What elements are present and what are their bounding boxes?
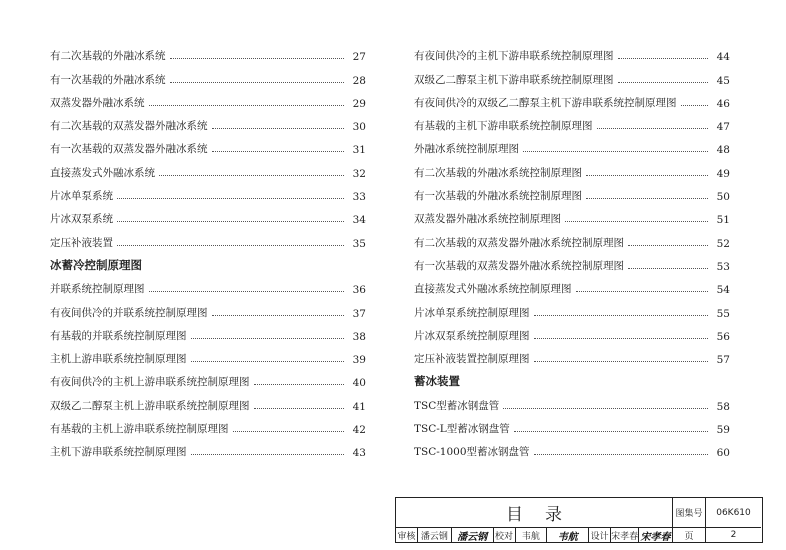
toc-entry-title: 有二次基载的双蒸发器外融冰系统	[50, 120, 208, 133]
toc-entry-page: 43	[352, 447, 366, 460]
toc-entry-page: 55	[716, 307, 730, 320]
toc-entry-title: 定压补液装置	[50, 236, 113, 249]
toc-entry	[50, 320, 366, 343]
toc-leader-dots	[534, 361, 709, 362]
toc-entry-title: 有二次基载的双蒸发器外融冰系统控制原理图	[414, 236, 624, 249]
toc-leader-dots	[191, 454, 345, 455]
toc-entry-page: 44	[716, 51, 730, 64]
toc-leader-dots	[212, 128, 345, 129]
toc-entry	[50, 296, 366, 319]
toc-entry	[50, 156, 366, 179]
toc-entry	[50, 436, 366, 459]
toc-leader-dots	[534, 338, 709, 339]
toc-leader-dots	[149, 291, 345, 292]
toc-leader-dots	[212, 315, 345, 316]
toc-leader-dots	[233, 431, 345, 432]
toc-entry-page: 56	[716, 330, 730, 343]
design-label: 设计	[589, 528, 611, 542]
toc-entry-title: 有一次基载的双蒸发器外融冰系统控制原理图	[414, 259, 624, 272]
toc-entry-title: 直接蒸发式外融冰系统	[50, 166, 155, 179]
toc-leader-dots	[191, 361, 345, 362]
toc-entry-page: 39	[352, 354, 366, 367]
signature-row	[396, 528, 673, 542]
toc-entry-page: 41	[352, 400, 366, 413]
toc-entry	[50, 413, 366, 436]
toc-leader-dots	[254, 408, 345, 409]
toc-leader-dots	[523, 151, 708, 152]
toc-leader-dots	[586, 175, 708, 176]
toc-entry-page: 45	[716, 74, 730, 87]
toc-entry-title: 定压补液装置控制原理图	[414, 353, 530, 366]
toc-leader-dots	[565, 221, 708, 222]
toc-entry	[414, 180, 730, 203]
toc-entry	[50, 180, 366, 203]
design-signature: 宋孝春	[640, 531, 671, 543]
toc-entry-title: 片冰单泵系统控制原理图	[414, 306, 530, 319]
toc-leader-dots	[597, 128, 709, 129]
toc-section-heading	[50, 250, 366, 273]
toc-entry-title: 蓄冰装置	[414, 374, 460, 389]
toc-entry-page: 34	[352, 214, 366, 227]
toc-entry-title: 有二次基载的外融冰系统控制原理图	[414, 166, 582, 179]
toc-entry-page: 38	[352, 330, 366, 343]
toc-entry	[50, 133, 366, 156]
review-name: 潘云钢	[418, 528, 452, 542]
toc-left-column	[50, 40, 366, 459]
toc-leader-dots	[576, 291, 709, 292]
toc-entry-page: 33	[352, 191, 366, 204]
toc-entry-page: 49	[716, 167, 730, 180]
toc-entry	[50, 226, 366, 249]
toc-entry	[414, 63, 730, 86]
toc-entry	[414, 389, 730, 412]
toc-entry-title: 冰蓄冷控制原理图	[50, 257, 142, 272]
toc-entry	[50, 40, 366, 63]
toc-entry-page: 48	[716, 144, 730, 157]
toc-leader-dots	[534, 315, 709, 316]
toc-leader-dots	[170, 82, 345, 83]
toc-entry-title: 有基载的主机上游串联系统控制原理图	[50, 423, 229, 436]
drawing-title-block	[395, 497, 763, 543]
toc-entry-page: 53	[716, 260, 730, 273]
toc-entry-title: 有一次基载的双蒸发器外融冰系统	[50, 143, 208, 156]
toc-entry-page: 54	[716, 284, 730, 297]
toc-entry-title: 有基载的主机下游串联系统控制原理图	[414, 120, 593, 133]
toc-entry	[414, 156, 730, 179]
toc-entry-title: 有夜间供冷的主机下游串联系统控制原理图	[414, 50, 614, 63]
toc-entry-title: 双级乙二醇泵主机下游串联系统控制原理图	[414, 73, 614, 86]
toc-leader-dots	[117, 221, 344, 222]
toc-leader-dots	[159, 175, 344, 176]
toc-entry-page: 40	[352, 377, 366, 390]
toc-entry-title: 有基载的并联系统控制原理图	[50, 329, 187, 342]
toc-entry-page: 59	[716, 424, 730, 437]
toc-entry	[50, 110, 366, 133]
toc-entry-page: 27	[352, 51, 366, 64]
atlas-number-label: 图集号	[673, 498, 706, 528]
toc-entry	[414, 273, 730, 296]
toc-entry-page: 36	[352, 284, 366, 297]
toc-leader-dots	[254, 384, 345, 385]
toc-entry	[50, 273, 366, 296]
toc-entry-page: 32	[352, 167, 366, 180]
toc-entry	[414, 296, 730, 319]
toc-leader-dots	[117, 198, 344, 199]
toc-entry	[414, 320, 730, 343]
toc-entry-page: 29	[352, 97, 366, 110]
toc-entry	[414, 343, 730, 366]
toc-entry-title: 双蒸发器外融冰系统控制原理图	[414, 213, 561, 226]
title-block-title: 目录	[396, 498, 673, 528]
toc-entry-page: 52	[716, 237, 730, 250]
toc-entry	[50, 343, 366, 366]
toc-entry	[50, 63, 366, 86]
toc-entry-page: 35	[352, 237, 366, 250]
toc-right-column	[414, 40, 730, 459]
toc-entry-title: 有夜间供冷的主机上游串联系统控制原理图	[50, 376, 250, 389]
toc-entry-title: TSC-1000型蓄冰钢盘管	[414, 446, 530, 459]
toc-entry-page: 50	[716, 191, 730, 204]
check-name: 韦航	[516, 528, 548, 542]
toc-entry-page: 31	[352, 144, 366, 157]
toc-entry	[50, 366, 366, 389]
toc-entry-title: TSC-L型蓄冰钢盘管	[414, 423, 510, 436]
check-label: 校对	[494, 528, 516, 542]
toc-entry-page: 46	[716, 97, 730, 110]
toc-entry-title: 片冰双泵系统控制原理图	[414, 329, 530, 342]
toc-section-heading	[414, 366, 730, 389]
toc-entry-title: 双级乙二醇泵主机上游串联系统控制原理图	[50, 399, 250, 412]
page-label: 页	[673, 528, 706, 542]
toc-leader-dots	[170, 58, 345, 59]
toc-entry	[414, 436, 730, 459]
toc-entry	[414, 87, 730, 110]
toc-leader-dots	[681, 105, 709, 106]
toc-entry-page: 60	[716, 447, 730, 460]
toc-entry-title: 并联系统控制原理图	[50, 283, 145, 296]
design-name: 宋孝春	[611, 528, 639, 542]
atlas-number-value: 06K610	[706, 498, 761, 528]
toc-entry-page: 42	[352, 424, 366, 437]
toc-leader-dots	[117, 245, 344, 246]
toc-entry-page: 57	[716, 354, 730, 367]
toc-entry-title: 有夜间供冷的并联系统控制原理图	[50, 306, 208, 319]
toc-entry	[414, 40, 730, 63]
toc-entry	[414, 203, 730, 226]
toc-entry-title: 主机上游串联系统控制原理图	[50, 353, 187, 366]
toc-leader-dots	[212, 151, 345, 152]
toc-leader-dots	[503, 408, 708, 409]
toc-entry	[414, 110, 730, 133]
toc-entry-title: 主机下游串联系统控制原理图	[50, 446, 187, 459]
toc-entry-title: 有一次基载的外融冰系统	[50, 73, 166, 86]
toc-entry-page: 47	[716, 121, 730, 134]
toc-entry-page: 37	[352, 307, 366, 320]
toc-entry-title: 直接蒸发式外融冰系统控制原理图	[414, 283, 572, 296]
toc-entry-page: 51	[716, 214, 730, 227]
toc-entry-page: 58	[716, 400, 730, 413]
toc-leader-dots	[149, 105, 345, 106]
review-signature: 潘云钢	[452, 528, 494, 542]
toc-entry	[50, 87, 366, 110]
toc-entry	[414, 133, 730, 156]
toc-entry-title: 有二次基载的外融冰系统	[50, 50, 166, 63]
toc-entry-title: 片冰单泵系统	[50, 190, 113, 203]
toc-entry-page: 28	[352, 74, 366, 87]
toc-entry-title: 有一次基载的外融冰系统控制原理图	[414, 190, 582, 203]
toc-entry	[414, 226, 730, 249]
toc-leader-dots	[534, 454, 709, 455]
toc-leader-dots	[628, 268, 708, 269]
toc-entry-title: 有夜间供冷的双级乙二醇泵主机下游串联系统控制原理图	[414, 96, 677, 109]
toc-entry-title: 外融冰系统控制原理图	[414, 143, 519, 156]
toc-entry	[414, 250, 730, 273]
toc-entry	[50, 389, 366, 412]
toc-leader-dots	[618, 82, 709, 83]
toc-leader-dots	[586, 198, 708, 199]
toc-entry-page: 30	[352, 121, 366, 134]
toc-entry-title: TSC型蓄冰钢盘管	[414, 399, 500, 412]
toc-leader-dots	[618, 58, 709, 59]
check-signature: 韦航	[547, 528, 589, 542]
toc-entry	[50, 203, 366, 226]
page-number: 2	[730, 530, 737, 540]
review-label: 审核	[396, 528, 418, 542]
toc-entry-title: 双蒸发器外融冰系统	[50, 96, 145, 109]
toc-leader-dots	[191, 338, 345, 339]
toc-leader-dots	[628, 245, 708, 246]
toc-entry	[414, 413, 730, 436]
toc-leader-dots	[514, 431, 708, 432]
toc-entry-title: 片冰双泵系统	[50, 213, 113, 226]
